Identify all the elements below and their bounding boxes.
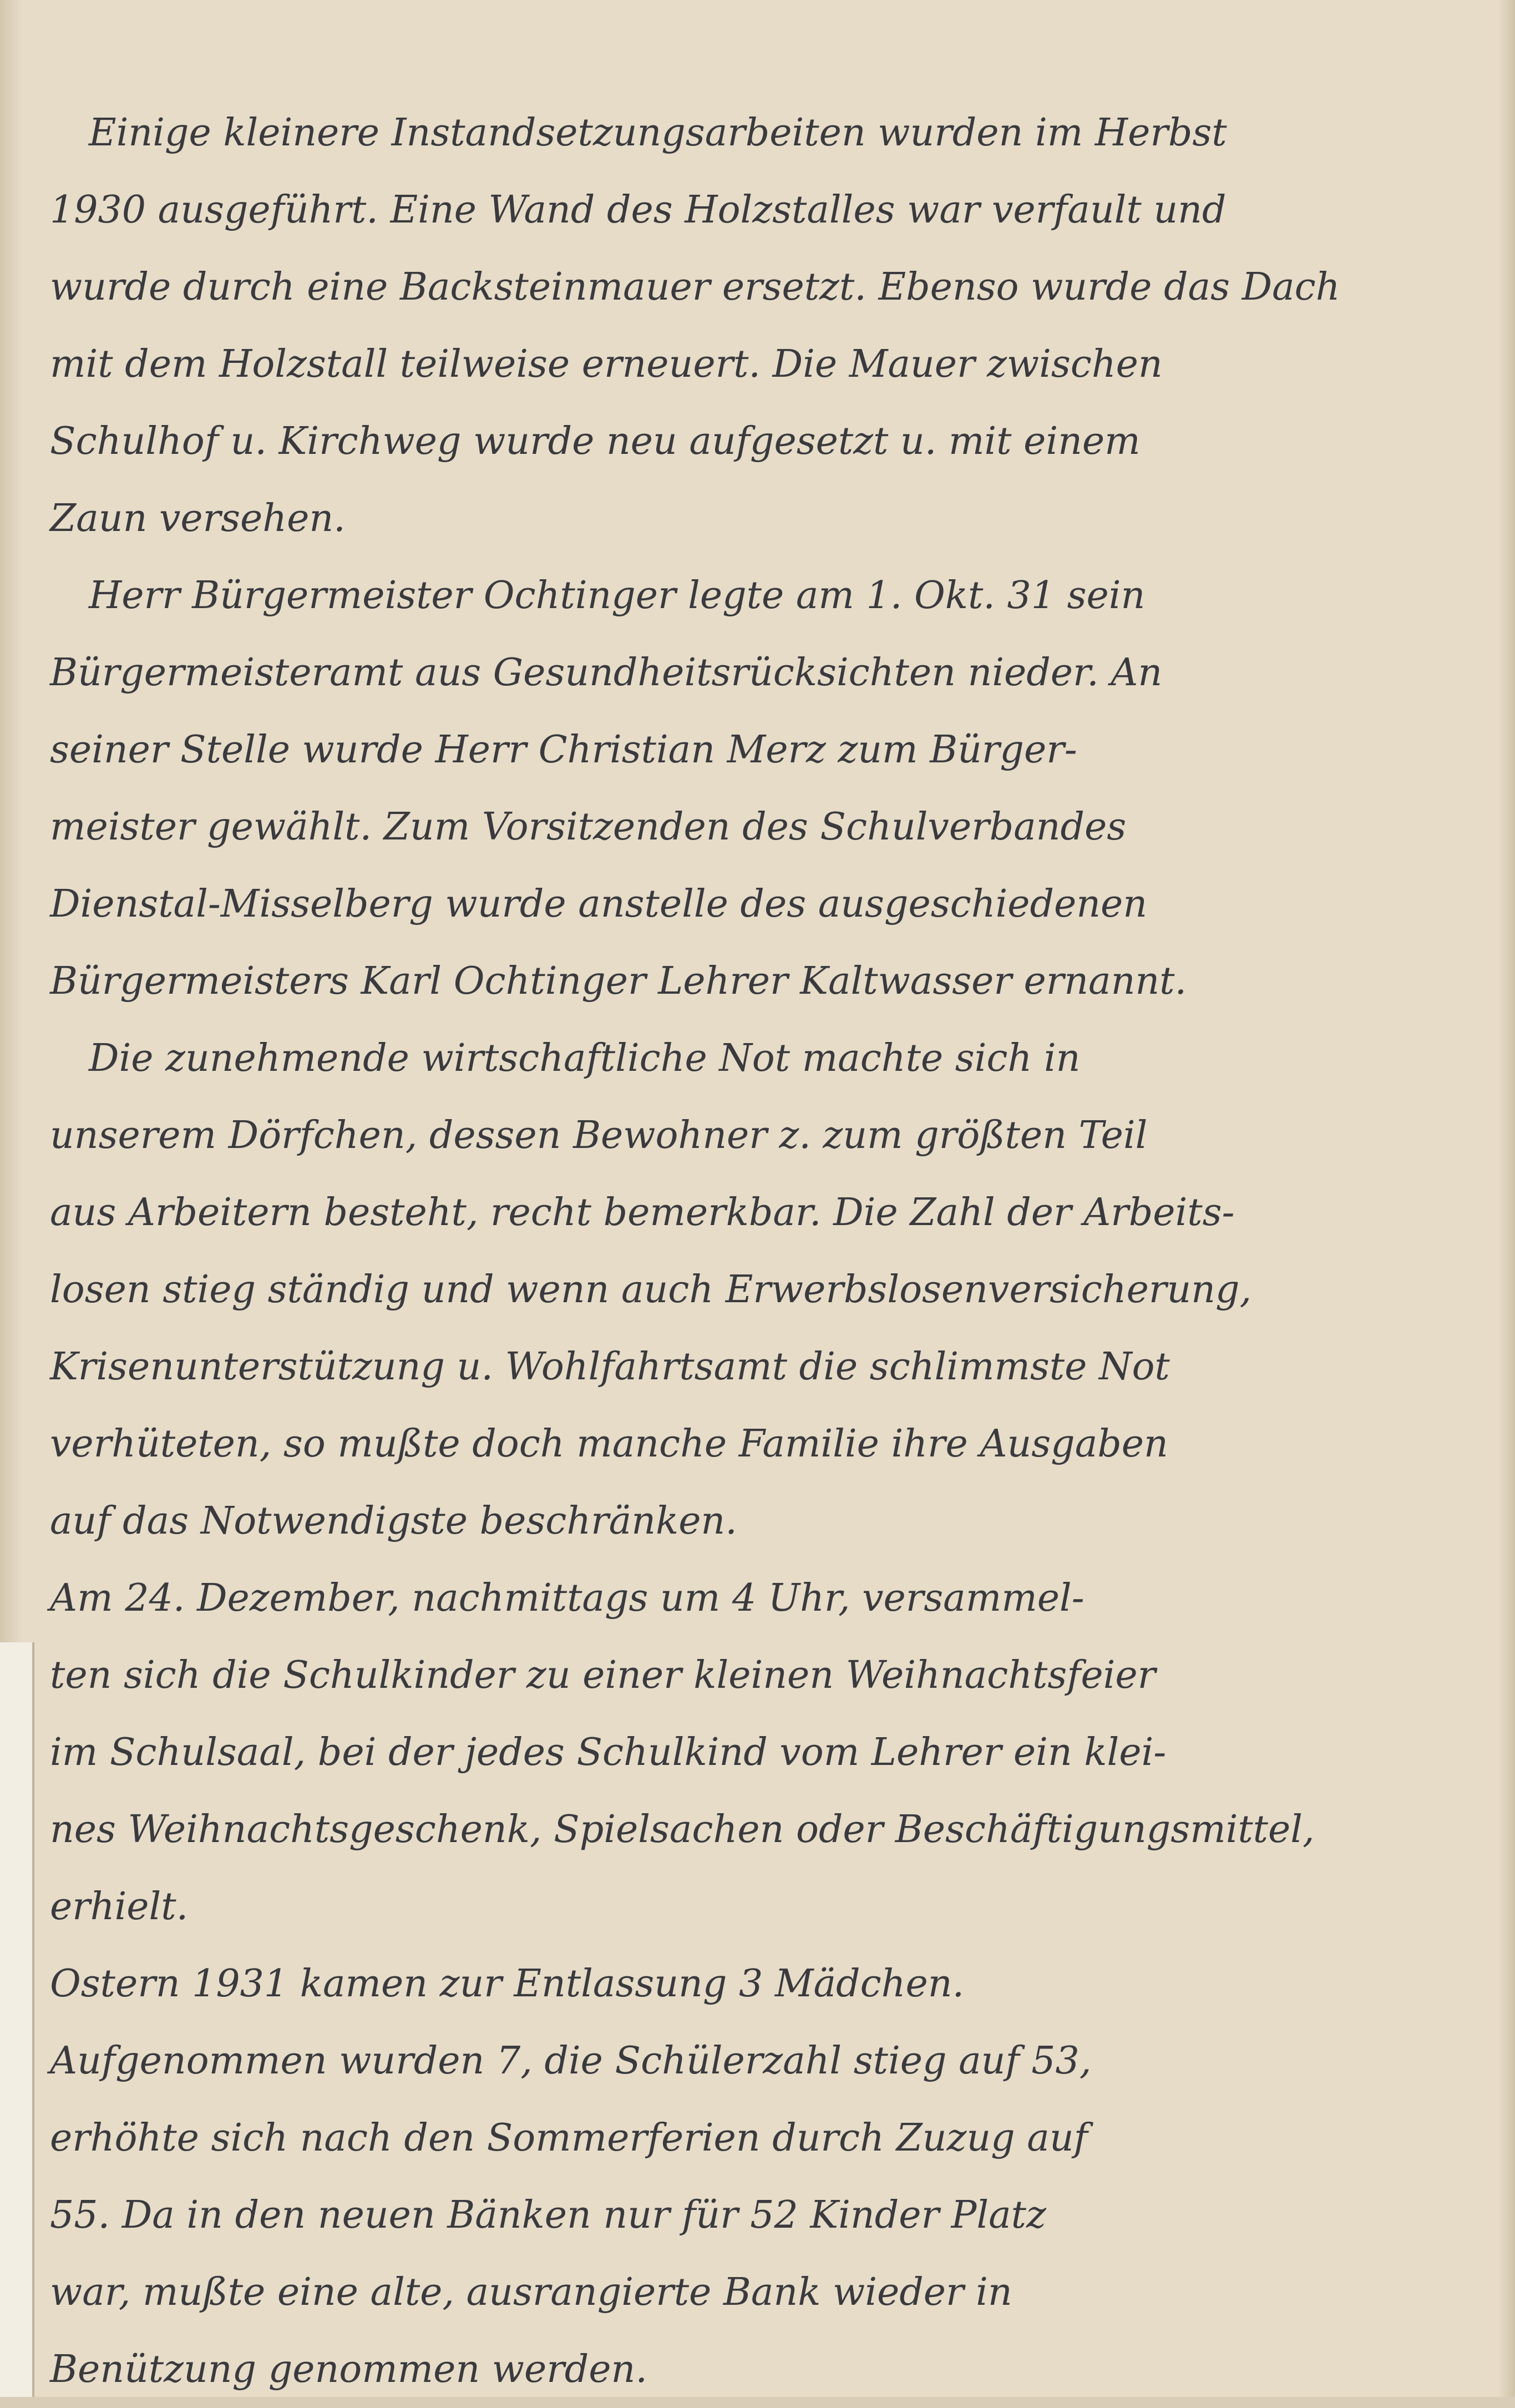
page-edge-shadow (1498, 0, 1515, 2397)
text-line: 55. Da in den neuen Bänken nur für 52 Kinder Platz (50, 2193, 1046, 2237)
text-line: Die zunehmende wirtschaftliche Not machte sich in (89, 1036, 1081, 1080)
text-line: auf das Notwendigste beschränken. (50, 1499, 737, 1543)
handwritten-text-block (50, 94, 1340, 2408)
text-line: 1930 ausgeführt. Eine Wand des Holzstalles war verfault und (50, 188, 1227, 232)
adjacent-page-edge (0, 1642, 34, 2397)
text-line: meister gewählt. Zum Vorsitzenden des Schulverbandes (50, 805, 1127, 849)
text-line: Bürgermeisters Karl Ochtinger Lehrer Kaltwasser ernannt. (50, 959, 1187, 1003)
text-line: ten sich die Schulkinder zu einer kleinen Weihnachtsfeier (50, 1653, 1156, 1697)
text-line: Krisenunterstützung u. Wohlfahrtsamt die schlimmste Not (50, 1345, 1170, 1389)
text-line: aus Arbeitern besteht, recht bemerkbar. Die Zahl der Arbeits- (50, 1191, 1235, 1235)
text-line: Einige kleinere Instandsetzungsarbeiten wurden im Herbst (89, 111, 1227, 155)
text-line: Herr Bürgermeister Ochtinger legte am 1. Okt. 31 sein (89, 574, 1146, 618)
text-line: Zaun versehen. (50, 497, 346, 540)
text-line: im Schulsaal, bei der jedes Schulkind vom Lehrer ein klei- (50, 1731, 1167, 1774)
text-line: nes Weihnachtsgeschenk, Spielsachen oder Beschäftigungsmittel, (50, 1808, 1315, 1851)
text-line: Benützung genommen werden. (50, 2348, 647, 2391)
text-line: losen stieg ständig und wenn auch Erwerbslosenversicherung, (50, 1268, 1252, 1312)
text-line: Dienstal-Misselberg wurde anstelle des ausgeschiedenen (50, 882, 1148, 926)
text-line: seiner Stelle wurde Herr Christian Merz zum Bürger- (50, 728, 1077, 772)
text-line: verhüteten, so mußte doch manche Familie ihre Ausgaben (50, 1422, 1168, 1466)
text-line: Schulhof u. Kirchweg wurde neu aufgesetzt u. mit einem (50, 419, 1141, 463)
text-line: Am 24. Dezember, nachmittags um 4 Uhr, versammel- (50, 1576, 1085, 1620)
text-line: Bürgermeisteramt aus Gesundheitsrücksichten nieder. An (50, 651, 1163, 695)
text-line: war, mußte eine alte, ausrangierte Bank wieder in (50, 2270, 1012, 2314)
text-line: erhielt. (50, 1885, 189, 1929)
binding-shadow (0, 0, 22, 1642)
text-line: erhöhte sich nach den Sommerferien durch Zuzug auf (50, 2116, 1088, 2160)
text-line: Ostern 1931 kamen zur Entlassung 3 Mädchen. (50, 1962, 965, 2006)
text-line: Aufgenommen wurden 7, die Schülerzahl stieg auf 53, (50, 2039, 1092, 2083)
text-line: unserem Dörfchen, dessen Bewohner z. zum größten Teil (50, 1114, 1148, 1157)
text-line: wurde durch eine Backsteinmauer ersetzt. Ebenso wurde das Dach (50, 265, 1340, 309)
text-line: mit dem Holzstall teilweise erneuert. Die Mauer zwischen (50, 342, 1163, 386)
